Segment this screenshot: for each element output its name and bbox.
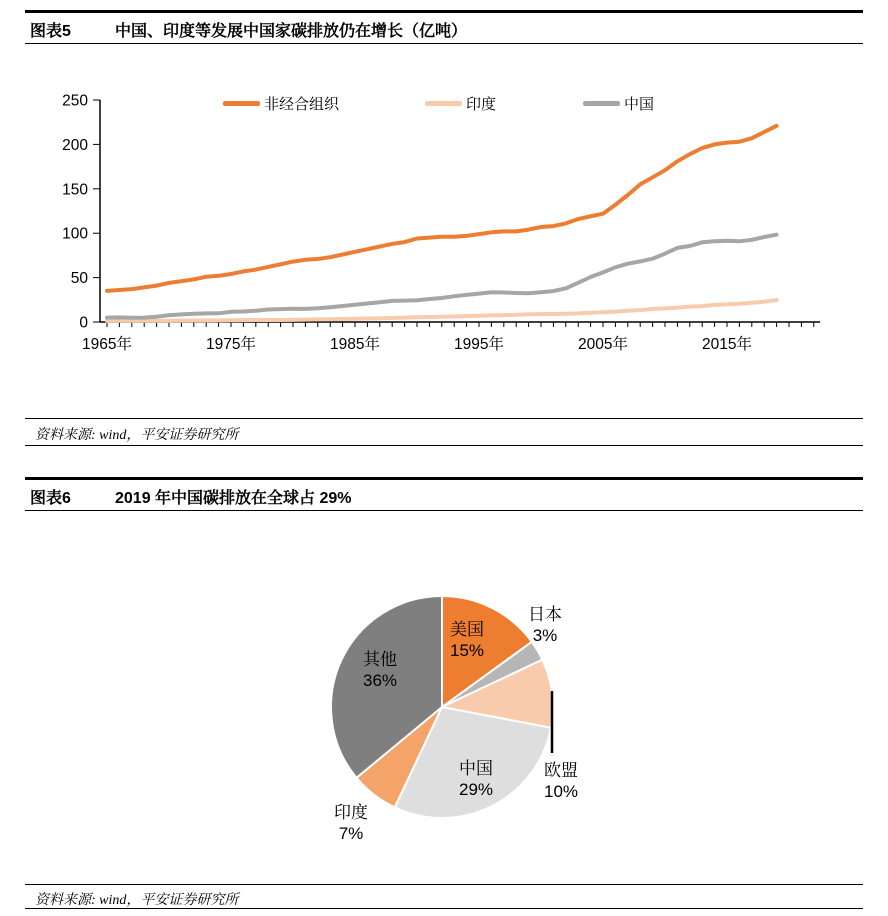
figure6-header-rule [25, 510, 863, 511]
line-chart [0, 60, 888, 360]
figure5-label: 图表5 [30, 22, 71, 40]
legend-label-india: 印度 [466, 96, 497, 113]
pie-label-value-india: 7% [338, 824, 364, 843]
figure5-source: 资料来源: wind，平安证券研究所 [35, 428, 239, 443]
pie-label-value-japan: 3% [532, 626, 558, 645]
x-tick-label: 1985年 [330, 336, 380, 353]
pie-label-value-eu: 10% [543, 782, 579, 801]
pie-label-name-eu: 欧盟 [544, 761, 578, 780]
legend-label-non-oecd: 非经合组织 [264, 96, 340, 113]
pie-label-name-others: 其他 [363, 650, 397, 669]
x-tick-label: 1995年 [454, 336, 504, 353]
y-tick-label: 250 [62, 92, 88, 110]
pie-chart [0, 555, 888, 860]
y-tick-label: 100 [62, 225, 88, 243]
y-tick-label: 200 [62, 136, 88, 154]
figure5-top-rule [25, 10, 863, 13]
legend-label-china: 中国 [624, 96, 655, 113]
pie-label-name-us: 美国 [450, 620, 484, 639]
y-tick-label: 50 [70, 270, 88, 288]
figure5-header [30, 16, 468, 42]
figure5-header-rule [25, 43, 863, 44]
pie-label-value-us: 15% [449, 641, 485, 660]
y-tick-label: 150 [62, 181, 88, 199]
pie-label-name-japan: 日本 [528, 605, 562, 624]
figure6-source-bottom-rule [25, 908, 863, 909]
pie-label-value-others: 36% [362, 671, 398, 690]
figure6-source: 资料来源: wind，平安证券研究所 [35, 893, 239, 908]
figure6-source-top-rule [25, 884, 863, 885]
series-line-india [107, 300, 777, 321]
pie-label-value-china: 29% [458, 780, 494, 799]
x-tick-label: 2005年 [578, 336, 628, 353]
figure6-title: 2019 年中国碳排放在全球占 29% [115, 489, 352, 507]
figure6-top-rule [25, 477, 863, 480]
pie-label-name-china: 中国 [459, 759, 493, 778]
x-tick-label: 2015年 [702, 336, 752, 353]
series-line-non-oecd [107, 126, 777, 291]
y-tick-label: 0 [79, 314, 88, 332]
figure6-header [30, 483, 352, 509]
x-tick-label: 1975年 [206, 336, 256, 353]
figure6-label: 图表6 [30, 489, 71, 507]
figure5-source-top-rule [25, 418, 863, 419]
x-tick-label: 1965年 [82, 336, 132, 353]
pie-label-name-india: 印度 [334, 803, 368, 822]
figure5-title: 中国、印度等发展中国家碳排放仍在增长（亿吨） [115, 22, 468, 40]
figure5-source-bottom-rule [25, 445, 863, 446]
